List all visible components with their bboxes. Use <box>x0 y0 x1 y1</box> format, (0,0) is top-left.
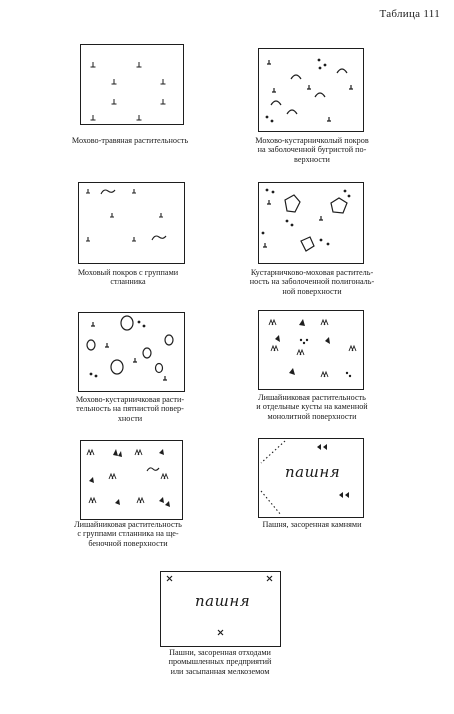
caption-moss-shrub-spotted: Мохово-кустарничковая расти- тельность на пятнистой повер- хности <box>75 395 185 423</box>
legend-box-shrub-moss-polygonal <box>258 182 364 264</box>
legend-box-moss-shrub-bumpy <box>258 48 364 132</box>
lichen-rock-pattern <box>259 311 363 389</box>
legend-box-moss-dwarf-pine <box>78 182 185 264</box>
lichen-gravel-pattern <box>81 441 182 519</box>
legend-box-moss-shrub-spotted <box>78 312 185 392</box>
table-header: Таблица 111 <box>379 8 440 20</box>
caption-arable-stones: Пашня, засоренная камнями <box>262 520 362 529</box>
moss-grass-pattern <box>81 45 183 124</box>
legend-box-lichen-rock <box>258 310 364 390</box>
moss-dwarf-pine-pattern <box>79 183 184 263</box>
moss-shrub-bumpy-pattern <box>259 49 363 131</box>
moss-shrub-spotted-pattern <box>79 313 184 391</box>
arable-land-label-2: пашня <box>195 592 251 610</box>
caption-shrub-moss-polygonal: Кустарничково-моховая раститель- ность на заболоченной полигональ- ной поверхности <box>249 268 375 296</box>
legend-box-lichen-gravel <box>80 440 183 520</box>
caption-moss-dwarf-pine: Моховый покров с группами стланника <box>77 268 179 287</box>
caption-moss-shrub-bumpy: Мохово-кустарничколый покров на заболоченной бугристой по- верхности <box>255 136 369 164</box>
caption-moss-grass: Мохово-травяная растительность <box>71 136 189 145</box>
arable-land-label-1: пашня <box>285 463 341 481</box>
caption-arable-waste: Пашни, засоренная отходами промышленных предприятий или засыпанная мелкоземом <box>168 648 272 676</box>
legend-box-moss-grass <box>80 44 184 125</box>
caption-lichen-gravel: Лишайниковая растительность с группами стланника на ще- беночной поверхности <box>74 520 182 548</box>
shrub-moss-polygonal-pattern <box>259 183 363 263</box>
legend-box-arable-stones <box>258 438 364 518</box>
caption-lichen-rock: Лишайниковая растительность и отдельные кусты на каменной монолитной поверхности <box>256 393 368 421</box>
legend-box-arable-waste <box>160 571 281 647</box>
